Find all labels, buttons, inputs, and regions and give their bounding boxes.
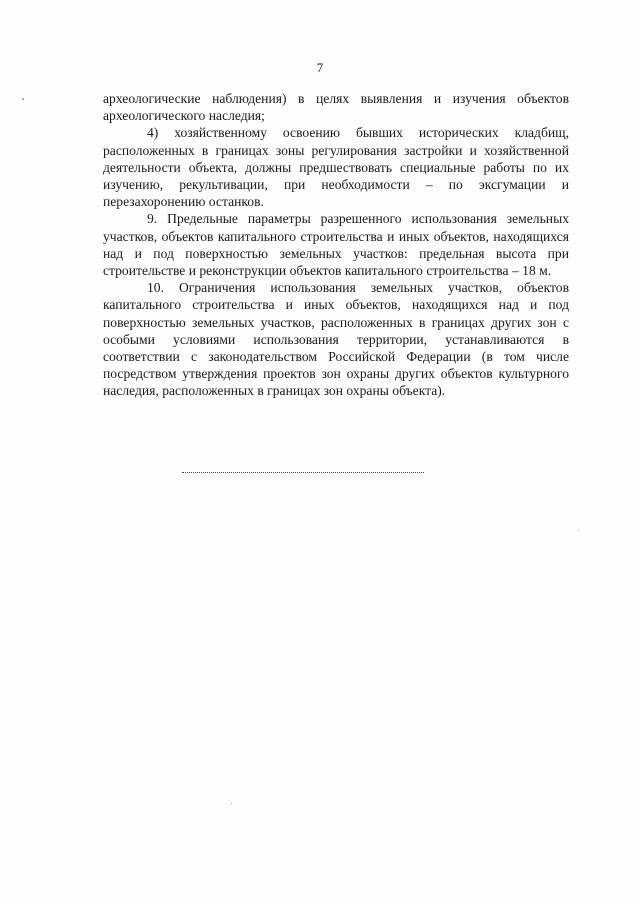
scan-speck <box>22 98 24 100</box>
scan-speck <box>578 530 579 531</box>
scan-speck <box>231 803 232 804</box>
document-body <box>103 90 569 400</box>
paragraph-item-9: 9. Предельные параметры разрешенного использования земельных участков, объектов капитального строительства и иных объектов, находящихся над и под поверхностью земельных участков: предельная высота при строительстве и реконструкции объектов капитального строительства – 18 м. <box>103 211 569 279</box>
paragraph-item-4: 4) хозяйственному освоению бывших исторических кладбищ, расположенных в границах зоны регулирования застройки и хозяйственной деятельности объекта, должны предшествовать специальные работы по их изучению, рекультивации, при необходимости – по эксгумации и перезахоронению останков. <box>103 125 569 210</box>
end-separator-line <box>182 472 424 473</box>
paragraph-item-10: 10. Ограничения использования земельных участков, объектов капитального строительства и иных объектов, находящихся над и под поверхностью земельных участков, расположенных в границах других зон с особыми условиями использования территории, устанавливаются в соответствии с законодательством Российской Федерации (в том числе посредством утверждения проектов зон охраны других объектов культурного наследия, расположенных в границах зон охраны объекта). <box>103 280 569 399</box>
page-number: 7 <box>316 60 324 75</box>
paragraph-continuation: археологические наблюдения) в целях выявления и изучения объектов археологического наследия; <box>103 91 569 124</box>
